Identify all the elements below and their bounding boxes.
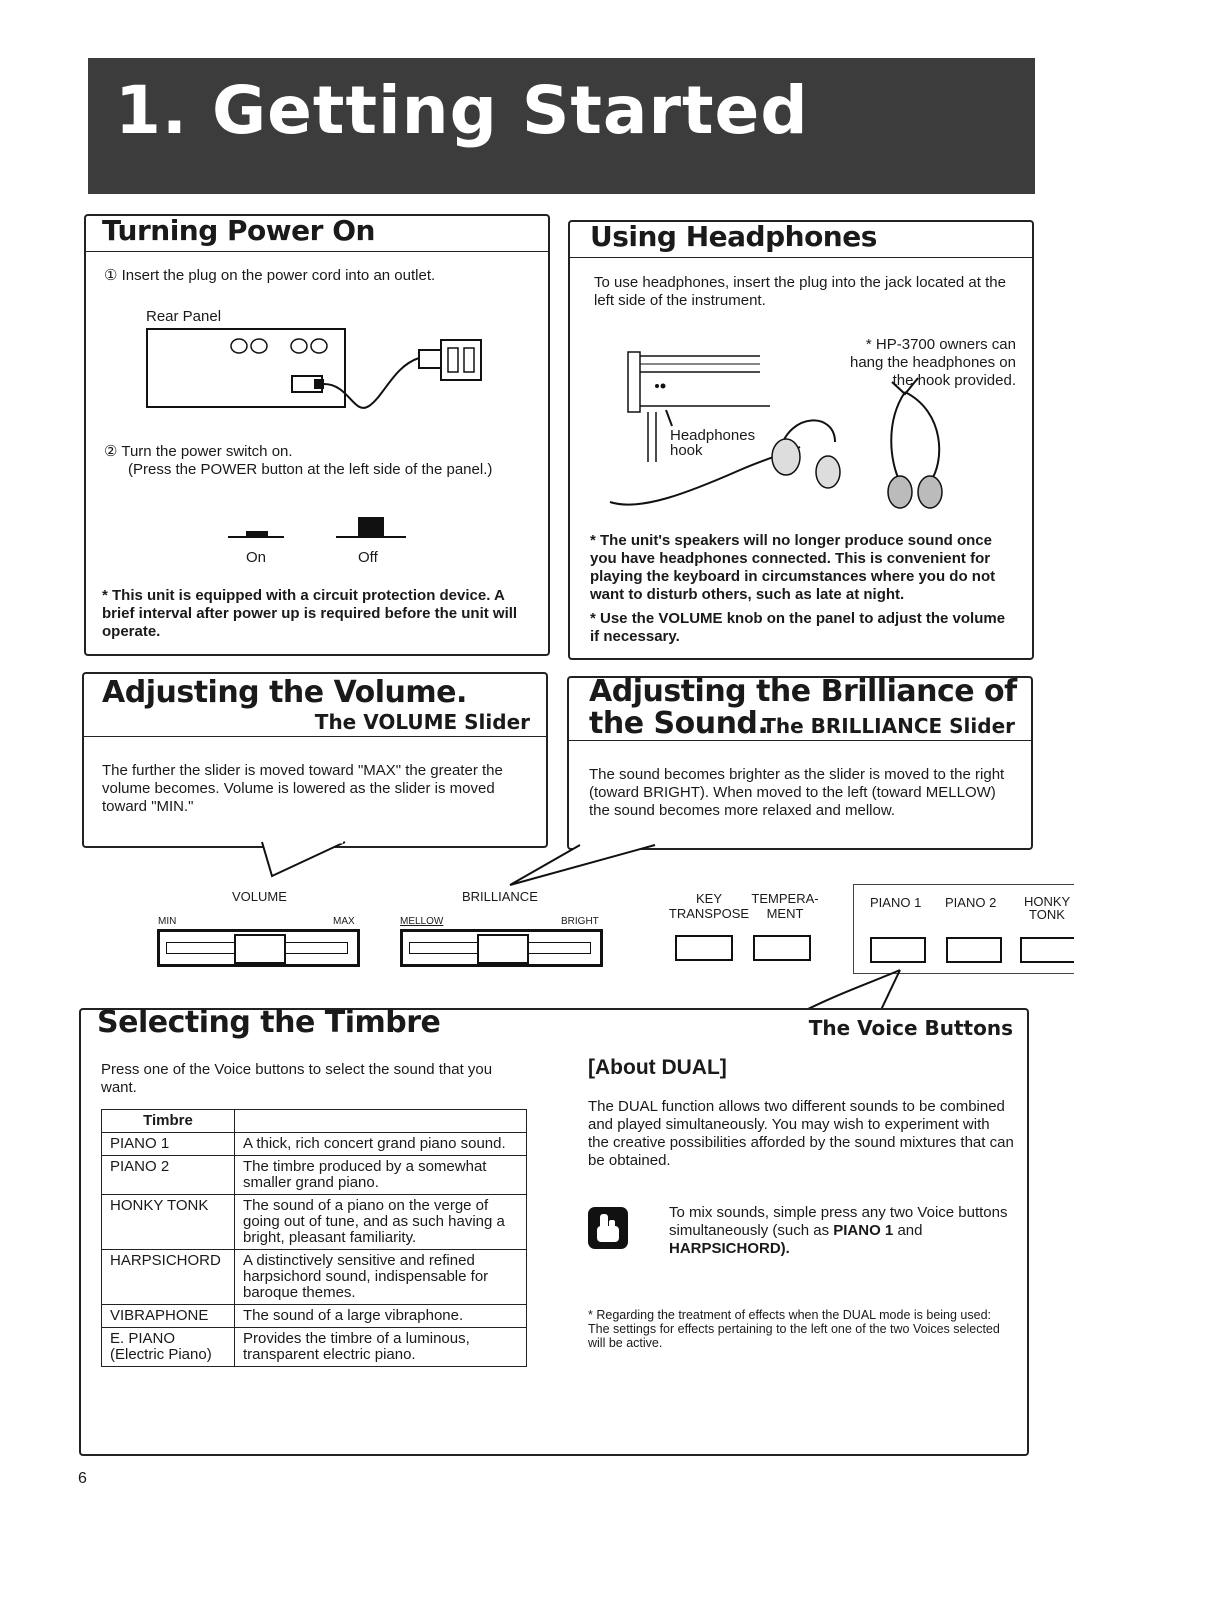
dual-tip-piano: PIANO 1: [833, 1222, 894, 1239]
brilliance-subheading: The BRILLIANCE Slider: [762, 714, 1015, 738]
power-step2: [104, 443, 534, 461]
hp3700-note: * HP-3700 owners can hang the headphones on the hook provided.: [850, 336, 1016, 389]
headphones-note-2: * Use the VOLUME knob on the panel to adjust the volume if necessary.: [590, 610, 1006, 645]
rear-panel-label: Rear Panel: [146, 308, 222, 325]
volume-slider-knob[interactable]: [234, 934, 286, 964]
timbre-name: PIANO 2: [102, 1156, 235, 1195]
volume-body: The further the slider is moved toward "MAX" the greater the volume becomes. Volume is lowered as the slider is moved toward "MIN.": [102, 762, 503, 815]
timbre-description: Provides the timbre of a luminous, transparent electric piano.: [235, 1328, 527, 1367]
step-number: ②: [104, 443, 118, 460]
brilliance-body: The sound becomes brighter as the slider is moved to the right (toward BRIGHT). When moved to the left (toward MELLOW) the sound becomes more relaxed and mellow.: [589, 766, 1005, 819]
table-row: [102, 1305, 527, 1328]
headphones-intro: To use headphones, insert the plug into the jack located at the left side of the instrument.: [594, 274, 1006, 309]
page-number: 6: [78, 1470, 87, 1487]
brilliance-heading-line2: the Sound.: [589, 706, 769, 741]
volume-subheading: The VOLUME Slider: [314, 710, 530, 734]
table-row: [102, 1133, 527, 1156]
power-step2-text: Turn the power switch on.: [121, 443, 293, 460]
power-switch-illustration: [226, 511, 416, 541]
on-label: On: [246, 549, 267, 566]
brilliance-heading-line1: Adjusting the Brilliance of: [589, 674, 1017, 709]
brilliance-slider-knob[interactable]: [477, 934, 529, 964]
headphones-illustration: [600, 342, 980, 517]
off-label: Off: [358, 549, 378, 566]
key-transpose-label: KEY TRANSPOSE: [668, 891, 750, 921]
table-row: [102, 1250, 527, 1305]
dual-tip-and: and: [897, 1222, 923, 1239]
power-heading: Turning Power On: [102, 214, 375, 247]
power-step1: [104, 267, 534, 285]
dual-note: * Regarding the treatment of effects when the DUAL mode is being used: The settings for effects pertaining to the left one of the two Voices selected will be active.: [588, 1308, 1000, 1350]
headphones-note-1: * The unit's speakers will no longer produce sound once you have headphones connected. This is convenient for playing the keyboard in circumstances where you do not want to disturb others, such as late at night.: [590, 532, 996, 603]
piano1-button[interactable]: [870, 937, 926, 963]
timbre-heading: Selecting the Timbre: [97, 1005, 441, 1040]
volume-panel: [82, 672, 548, 848]
table-row: [102, 1195, 527, 1250]
dual-tip-text: To mix sounds, simple press any two Voice buttons simultaneously (such as: [669, 1204, 1008, 1239]
hand-tip-icon: [587, 1206, 629, 1250]
honky-tonk-button[interactable]: [1020, 937, 1074, 963]
headphones-heading: Using Headphones: [590, 220, 877, 253]
volume-heading: Adjusting the Volume.: [102, 675, 467, 710]
dual-body: The DUAL function allows two different sounds to be combined and played simultaneously. You may wish to experiment with the creative possibilities afforded by the sound mixtures that can be obtained.: [588, 1098, 1014, 1169]
page-title: 1. Getting Started: [115, 72, 809, 149]
timbre-name: PIANO 1: [102, 1133, 235, 1156]
temperament-label: TEMPERA- MENT: [751, 891, 819, 921]
dual-heading: [About DUAL]: [588, 1056, 727, 1079]
min-label: MIN: [158, 916, 177, 927]
rear-panel-illustration: [144, 326, 514, 416]
key-transpose-button[interactable]: [675, 935, 733, 961]
timbre-table-header-row: [102, 1110, 527, 1133]
voice-buttons-subheading: The Voice Buttons: [808, 1016, 1013, 1040]
piano2-label: PIANO 2: [945, 895, 997, 910]
table-row: [102, 1328, 527, 1367]
power-step1-text: Insert the plug on the power cord into an outlet.: [121, 267, 436, 284]
timbre-name: HONKY TONK: [102, 1195, 235, 1250]
timbre-description: The sound of a large vibraphone.: [235, 1305, 527, 1328]
timbre-intro: Press one of the Voice buttons to select the sound that you want.: [101, 1061, 493, 1096]
piano1-label: PIANO 1: [870, 895, 922, 910]
timbre-table: [101, 1109, 527, 1367]
timbre-description: A distinctively sensitive and refined harpsichord sound, indispensable for baroque themes.: [235, 1250, 527, 1305]
timbre-name: HARPSICHORD: [102, 1250, 235, 1305]
brilliance-slider[interactable]: [400, 929, 603, 967]
honky-tonk-label: HONKY TONK: [1024, 894, 1071, 922]
description-column-header: [235, 1110, 527, 1133]
headphones-panel: [568, 220, 1034, 660]
timbre-description: The timbre produced by a somewhat smaller grand piano.: [235, 1156, 527, 1195]
volume-callout-pointer: [250, 840, 370, 880]
timbre-description: The sound of a piano on the verge of going out of tune, and as such having a bright, pleasant familiarity.: [235, 1195, 527, 1250]
step-number: ①: [104, 267, 118, 284]
dual-tip-harpsichord: HARPSICHORD).: [669, 1240, 790, 1257]
timbre-column-header: Timbre: [102, 1110, 235, 1133]
piano2-button[interactable]: [946, 937, 1002, 963]
dual-tip: [669, 1204, 1013, 1258]
timbre-name: E. PIANO (Electric Piano): [102, 1328, 235, 1367]
max-label: MAX: [333, 916, 355, 927]
mellow-label: MELLOW: [400, 916, 444, 927]
power-panel: [84, 214, 550, 656]
headphones-hook-label: Headphones hook: [670, 427, 756, 459]
power-step2-note: (Press the POWER button at the left side of the panel.): [128, 461, 493, 478]
temperament-button[interactable]: [753, 935, 811, 961]
brilliance-callout-pointer: [500, 843, 660, 888]
timbre-panel: [79, 1005, 1029, 1456]
voice-buttons-group: [853, 884, 1074, 974]
power-note: * This unit is equipped with a circuit protection device. A brief interval after power up is required before the unit will operate.: [102, 587, 518, 640]
brilliance-panel: [567, 676, 1033, 850]
table-row: [102, 1156, 527, 1195]
volume-slider-label: VOLUME: [232, 889, 287, 904]
timbre-name: VIBRAPHONE: [102, 1305, 235, 1328]
brilliance-slider-label: BRILLIANCE: [462, 889, 538, 904]
timbre-description: A thick, rich concert grand piano sound.: [235, 1133, 527, 1156]
volume-slider[interactable]: [157, 929, 360, 967]
bright-label: BRIGHT: [561, 916, 599, 927]
